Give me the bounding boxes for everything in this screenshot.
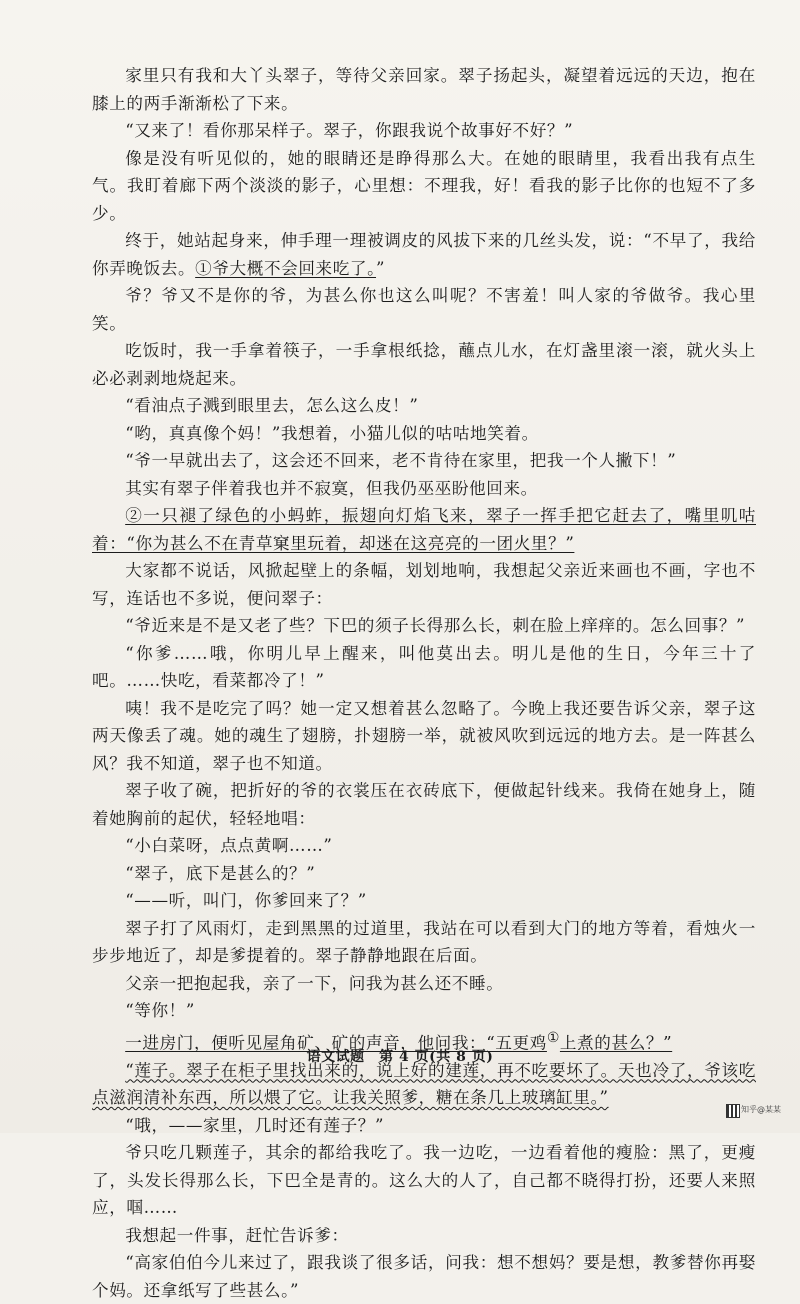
watermark-brand: 知乎@某某 (741, 1105, 781, 1114)
quote-close: ” (376, 258, 386, 278)
qr-code-icon (726, 1104, 740, 1118)
paragraph: 翠子打了风雨灯，走到黑黑的过道里，我站在可以看到大门的地方等着，看烛火一步步地近了，却是爹提着的。翠子静静地跟在后面。 (92, 918, 756, 965)
paragraph: “看油点子溅到眼里去，怎么这么皮！” (125, 396, 419, 415)
marked-sentence-1: ①爷大概不会回来吃了。 (195, 258, 377, 278)
marked-sentence-2-text: ②一只褪了绿色的小蚂蚱，振翅向灯焰飞来，翠子一挥手把它赶去了，嘴里叽咕着：“你为甚么不在青草窠里玩着，却迷在这亮亮的一团火里？” (92, 506, 756, 553)
paragraph: 咦！我不是吃完了吗？她一定又想着甚么忽略了。今晚上我还要告诉父亲，翠子这两天像丢了魂。她的魂生了翅膀，扑翅膀一举，就被风吹到远远的地方去。是一阵甚么风？我不知道，翠子也不知道。 (92, 698, 756, 773)
footnote-marker: ① (546, 1029, 560, 1046)
paragraph: 像是没有听见似的，她的眼睛还是睁得那么大。在她的眼睛里，我看出我有点生气。我盯着廊下两个淡淡的影子，心里想：不理我，好！看我的影子比你的也短不了多少。 (92, 148, 756, 223)
paragraph: “爷一早就出去了，这会还不回来，老不肯待在家里，把我一个人撇下！” (125, 451, 677, 470)
paragraph: 其实有翠子伴着我也并不寂寞，但我仍巫巫盼他回来。 (125, 478, 538, 498)
paragraph: “——听，叫门，你爹回来了？” (125, 891, 367, 910)
paragraph: “又来了！看你那呆样子。翠子，你跟我说个故事好不好？” (125, 121, 574, 140)
paragraph-with-marked-sentence-1 (92, 227, 756, 282)
underlined-text-b: 上煮的甚么？” (559, 1033, 673, 1053)
paragraph: “爷近来是不是又老了些？下巴的须子长得那么长，刺在脸上痒痒的。怎么回事？” (125, 616, 746, 635)
paragraph: “哦，——家里，几时还有莲子？” (125, 1115, 385, 1135)
paragraph: 爷？爷又不是你的爷，为甚么你也这么叫呢？不害羞！叫人家的爷做爷。我心里笑。 (92, 286, 756, 333)
paragraph: “高家伯伯今儿来过了，跟我谈了很多话，问我：想不想妈？要是想，教爹替你再娶个妈。还拿纸写了些甚么。” (92, 1253, 756, 1300)
paragraph: “小白菜呀，点点黄啊……” (125, 836, 333, 855)
paragraph: “你爹……哦，你明儿早上醒来，叫他莫出去。明儿是他的生日，今年三十了吧。……快吃，看菜都冷了！” (92, 643, 756, 690)
paragraph: “哟，真真像个妈！”我想着，小猫儿似的咕咕地笑着。 (125, 423, 539, 443)
paragraph: 我想起一件事，赶忙告诉爹： (125, 1225, 349, 1245)
wavy-underlined-text: “莲子。翠子在柜子里找出来的，说上好的建莲，再不吃要坏了。天也冷了，爷该吃点滋润清补东西，所以煨了它。让我关照爹，糖在条几上玻璃缸里。” (92, 1060, 756, 1108)
passage-body (92, 62, 756, 1304)
paragraph: 大家都不说话，风掀起壁上的条幅，划划地响，我想起父亲近来画也不画，字也不写，连话也不多说，便问翠子： (92, 561, 756, 608)
marked-sentence-2 (92, 502, 756, 557)
paragraph: “等你！” (125, 1001, 195, 1020)
paragraph: 吃饭时，我一手拿着筷子，一手拿根纸捻，蘸点儿水，在灯盏里滚一滚，就火头上必必剥剥地烧起来。 (92, 341, 756, 388)
paragraph: “翠子，底下是甚么的？” (125, 863, 316, 883)
paragraph: 家里只有我和大丫头翠子，等待父亲回家。翠子扬起头，凝望着远远的天边，抱在膝上的两手渐渐松了下来。 (92, 66, 756, 113)
paragraph-text: 终于，她站起身来，伸手理一理被调皮的风拔下来的几丝头发，说：“不早了，我给你弄晚饭去。 (92, 231, 756, 278)
paragraph: 父亲一把抱起我，亲了一下，问我为甚么还不睡。 (125, 973, 504, 993)
paragraph: 爷只吃几颗莲子，其余的都给我吃了。我一边吃，一边看着他的瘦脸：黑了，更瘦了，头发长得那么长，下巴全是青的。这么大的人了，自己都不晓得打扮，还要人来照应，啯…… (92, 1143, 756, 1218)
paragraph: 翠子收了碗，把折好的爷的衣裳压在衣砖底下，便做起针线来。我倚在她身上，随着她胸前的起伏，轻轻地唱： (92, 781, 756, 828)
page-footer: 语文试题 第 4 页(共 8 页) (306, 1049, 494, 1065)
underlined-text-a: 一进房门，便听见屋角矿、矿的声音，他问我：“五更鸡 (125, 1033, 547, 1053)
